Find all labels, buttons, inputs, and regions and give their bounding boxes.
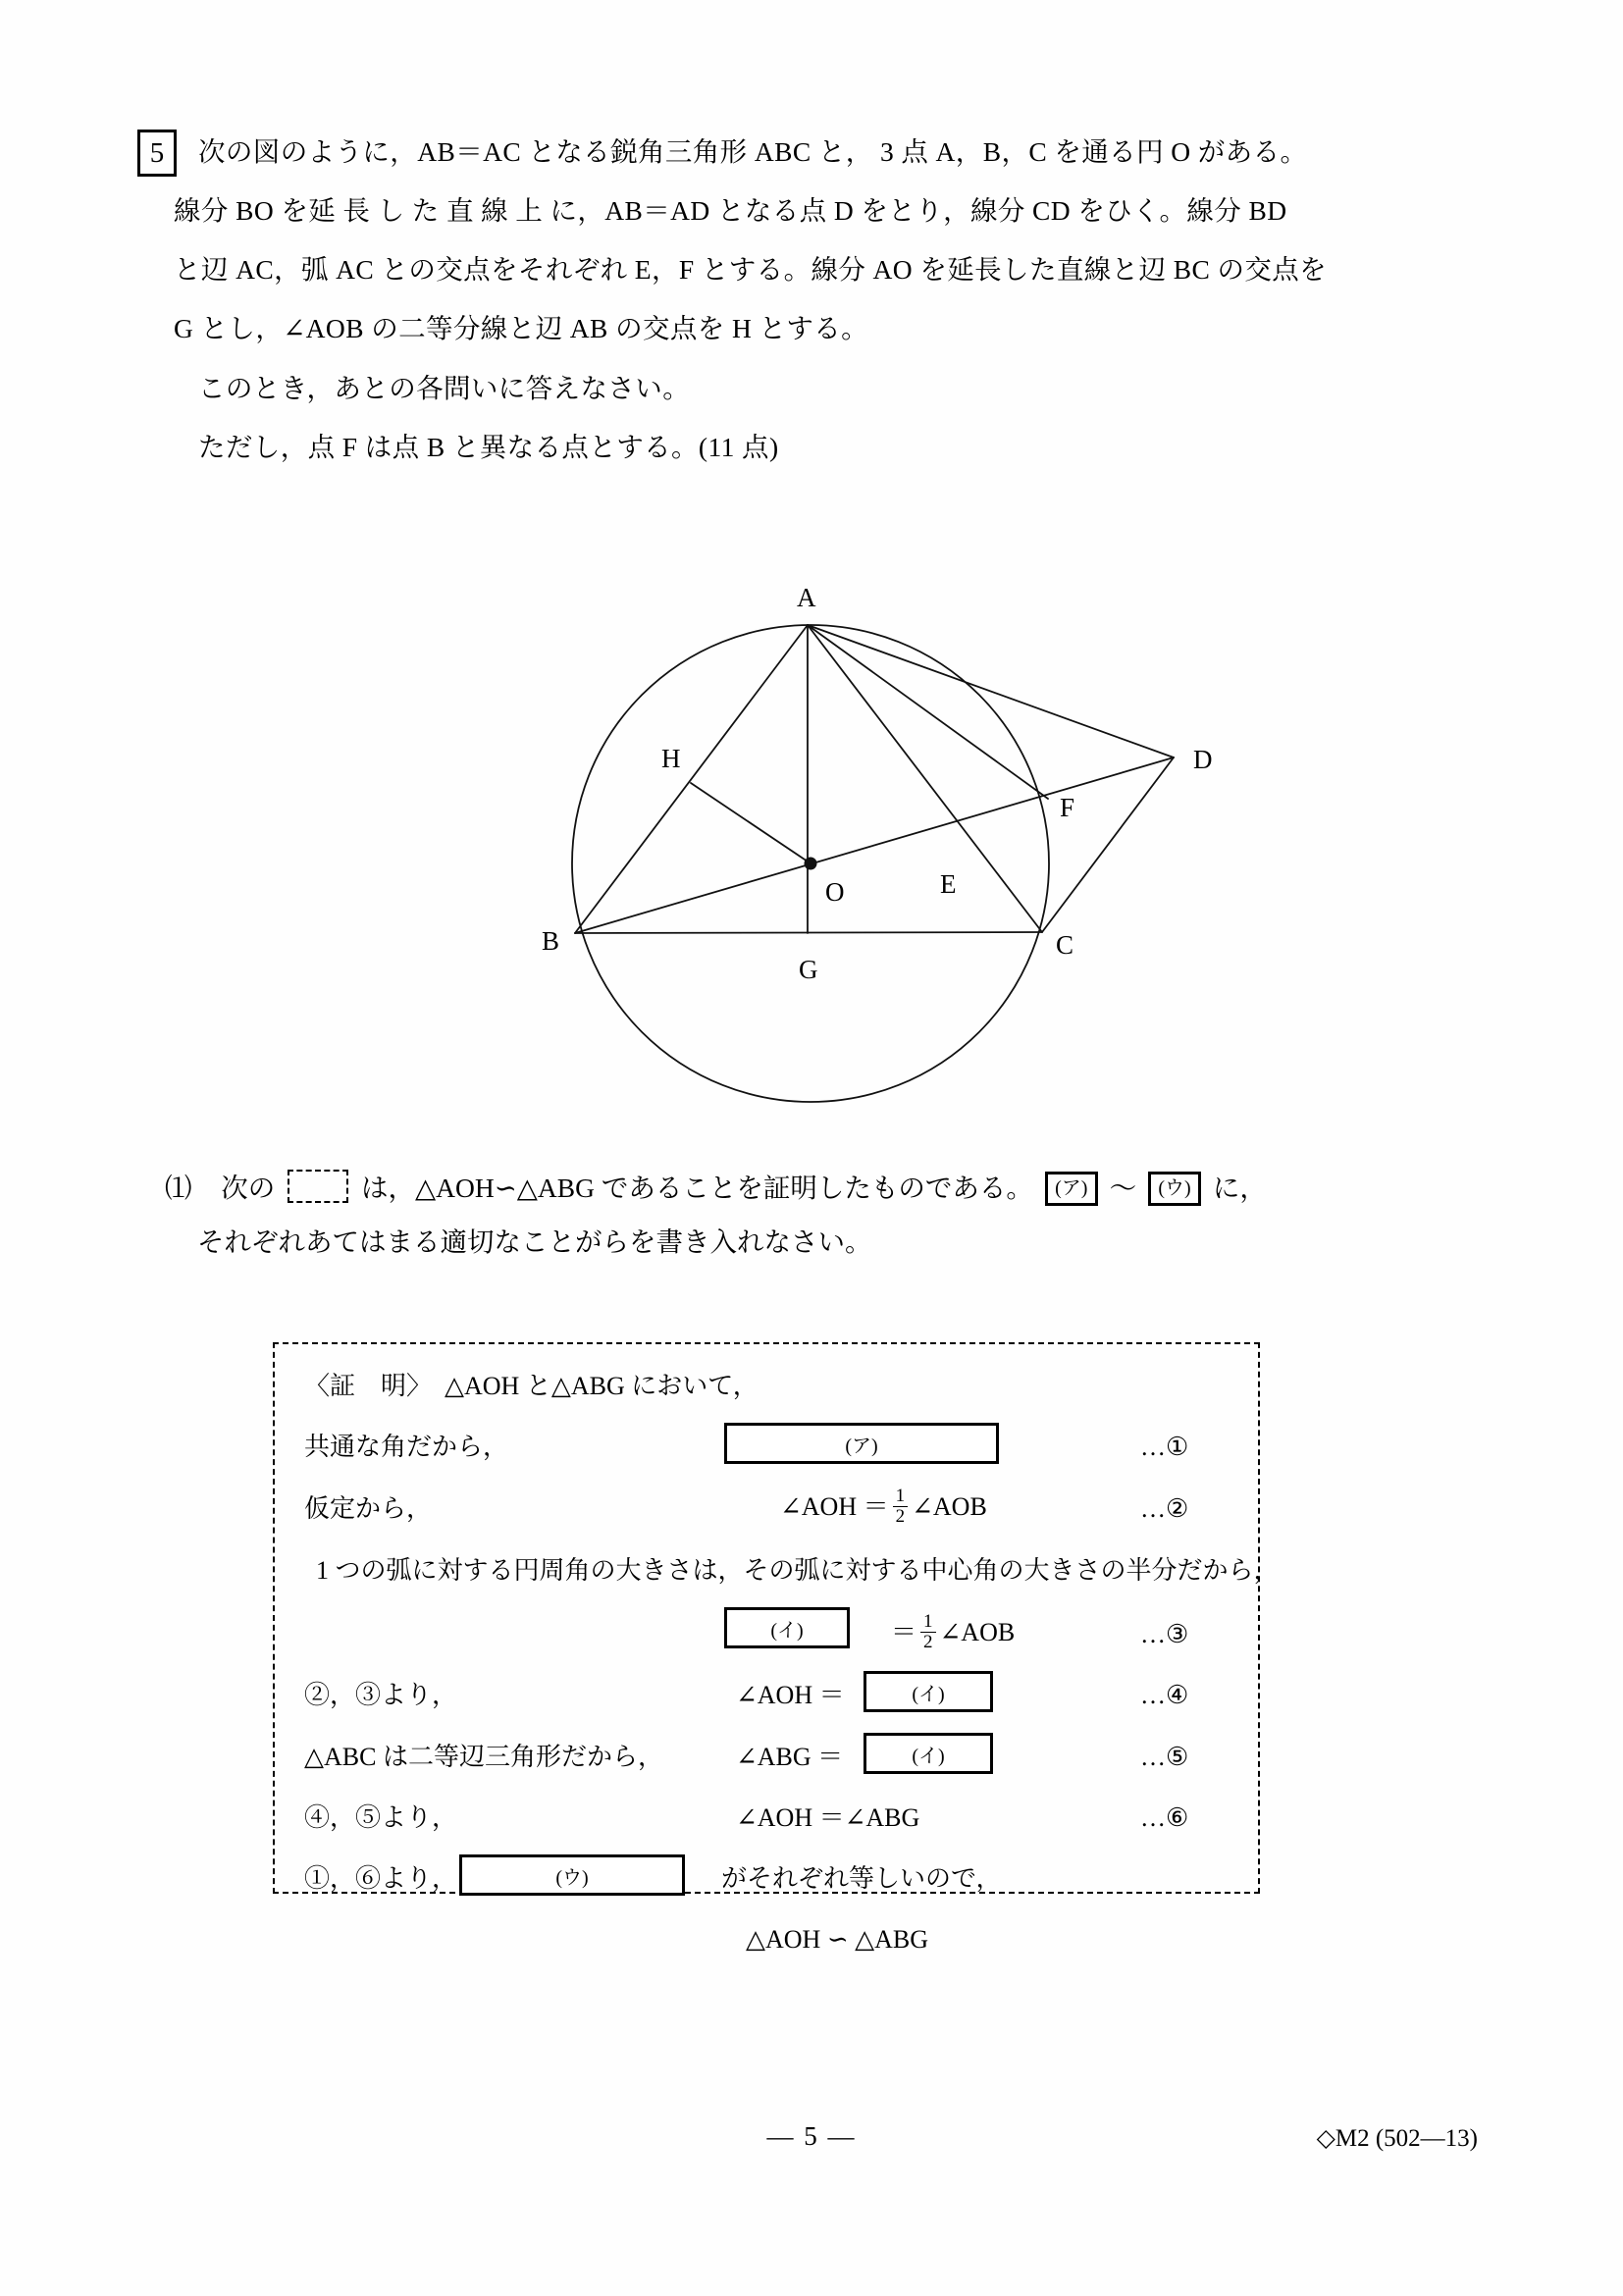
problem-text-line-4: G とし，∠AOB の二等分線と辺 AB の交点を H とする。 bbox=[174, 313, 869, 343]
figure-label-c: C bbox=[1056, 930, 1074, 960]
proof-conclusion: △AOH ∽ △ABG bbox=[746, 1925, 928, 1954]
fraction-numerator: 1 bbox=[895, 1486, 906, 1506]
proof-row-2-number: …② bbox=[1140, 1494, 1189, 1523]
answer-blank-b-1[interactable]: (イ) bbox=[724, 1607, 850, 1648]
center-point-o-dot bbox=[805, 858, 817, 870]
question-1-marker: ⑴ bbox=[165, 1173, 192, 1203]
proof-row-2-rhs: ∠AOB bbox=[912, 1492, 987, 1522]
proof-row-1-label: 共通な角だから， bbox=[304, 1433, 509, 1461]
figure-label-h: H bbox=[661, 744, 681, 773]
answer-blank-a[interactable]: (ア) bbox=[724, 1423, 999, 1464]
figure-label-e: E bbox=[940, 869, 957, 899]
segment-ad bbox=[808, 625, 1174, 757]
proof-row-8-label: ①，⑥より， bbox=[304, 1864, 458, 1893]
question-1-text-c: に， bbox=[1212, 1173, 1267, 1203]
proof-row-6-number: …⑤ bbox=[1140, 1743, 1189, 1771]
answer-blank-c[interactable]: (ウ) bbox=[459, 1854, 685, 1896]
segment-cd bbox=[1042, 757, 1174, 932]
proof-title: 〈証 明〉 △AOH と△ABG において， bbox=[304, 1372, 759, 1400]
question-1-text-b: は，△AOH∽△ABG であることを証明したものである。 bbox=[361, 1173, 1033, 1203]
question-1-text-a: 次の bbox=[221, 1173, 276, 1203]
figure-label-g: G bbox=[799, 955, 818, 984]
fraction-denominator: 2 bbox=[920, 1632, 936, 1652]
figure-label-d: D bbox=[1193, 745, 1213, 774]
answer-blank-b-2[interactable]: (イ) bbox=[864, 1671, 993, 1712]
proof-row-4-number: …③ bbox=[1140, 1620, 1189, 1648]
problem-number-box: 5 bbox=[137, 130, 177, 177]
proof-row-7-number: …⑥ bbox=[1140, 1803, 1189, 1832]
segment-bd-extended bbox=[575, 757, 1174, 933]
figure-label-f: F bbox=[1060, 793, 1075, 822]
fraction-denominator: 2 bbox=[893, 1506, 909, 1527]
figure-label-a: A bbox=[797, 583, 816, 612]
proof-row-4-rhs: ∠AOB bbox=[939, 1618, 1016, 1647]
problem-text-line-3: と辺 AC，弧 AC との交点をそれぞれ E，F とする。線分 AO を延長した直線と辺 BC の交点を bbox=[174, 254, 1328, 285]
problem-text-line-6: ただし，点 F は点 B と異なる点とする。(11 点) bbox=[198, 432, 779, 462]
answer-blank-b-3[interactable]: (イ) bbox=[864, 1733, 993, 1774]
proof-row-3-statement: 1 つの弧に対する円周角の大きさは，その弧に対する中心角の大きさの半分だから， bbox=[316, 1556, 1280, 1585]
fraction-one-half bbox=[893, 1487, 909, 1527]
problem-text-line-2: 線分 BO を延 長 し た 直 線 上 に，AB＝AD となる点 D をとり，線分 CD をひく。線分 BD bbox=[174, 195, 1287, 226]
proof-row-2-equation bbox=[780, 1487, 987, 1528]
proof-row-6-label: △ABC は二等辺三角形だから， bbox=[304, 1743, 663, 1771]
proof-row-6-equation: ∠ABG ＝ bbox=[736, 1743, 844, 1771]
proof-row-1-number: …① bbox=[1140, 1433, 1189, 1461]
question-1-line-2: それぞれあてはまる適切なことがらを書き入れなさい。 bbox=[197, 1226, 872, 1257]
geometry-figure-svg bbox=[324, 383, 1305, 984]
proof-row-7-equation: ∠AOH ＝∠ABG bbox=[736, 1803, 920, 1832]
problem-text-line-5: このとき，あとの各問いに答えなさい。 bbox=[198, 373, 691, 403]
question-1-tilde: 〜 bbox=[1109, 1173, 1137, 1203]
proof-reference-placeholder bbox=[288, 1170, 348, 1203]
proof-row-4-equation bbox=[891, 1613, 1015, 1653]
segment-oh bbox=[691, 783, 811, 863]
proof-row-5-label: ②，③より， bbox=[304, 1681, 458, 1709]
proof-row-8-tail: がそれぞれ等しいので， bbox=[721, 1864, 1002, 1893]
proof-row-7-label: ④，⑤より， bbox=[304, 1803, 458, 1832]
ref-box-c[interactable]: (ウ) bbox=[1148, 1172, 1201, 1206]
document-code: ◇M2 (502—13) bbox=[1316, 2125, 1478, 2152]
figure-label-o: O bbox=[825, 877, 845, 907]
proof-row-2-label: 仮定から， bbox=[304, 1494, 433, 1523]
figure-label-b: B bbox=[542, 926, 560, 956]
segment-af bbox=[808, 625, 1048, 799]
segment-ab bbox=[575, 625, 808, 933]
problem-text-line-1: 次の図のように，AB＝AC となる鋭角三角形 ABC と， 3 点 A，B，C を通る円 O がある。 bbox=[198, 136, 1308, 167]
page-number: — 5 — bbox=[766, 2121, 857, 2151]
segment-bc bbox=[575, 932, 1042, 933]
proof-row-2-lhs: ∠AOH ＝ bbox=[780, 1492, 889, 1522]
proof-box bbox=[273, 1342, 1280, 1954]
ref-box-a[interactable]: (ア) bbox=[1045, 1172, 1098, 1206]
proof-row-4-equals: ＝ bbox=[891, 1618, 917, 1647]
geometry-figure bbox=[324, 383, 1305, 984]
fraction-one-half bbox=[920, 1612, 936, 1652]
proof-row-5-number: …④ bbox=[1140, 1681, 1189, 1709]
question-1-line-1 bbox=[165, 1170, 1267, 1206]
fraction-numerator: 1 bbox=[923, 1611, 933, 1632]
proof-row-5-equation: ∠AOH ＝ bbox=[736, 1681, 845, 1709]
